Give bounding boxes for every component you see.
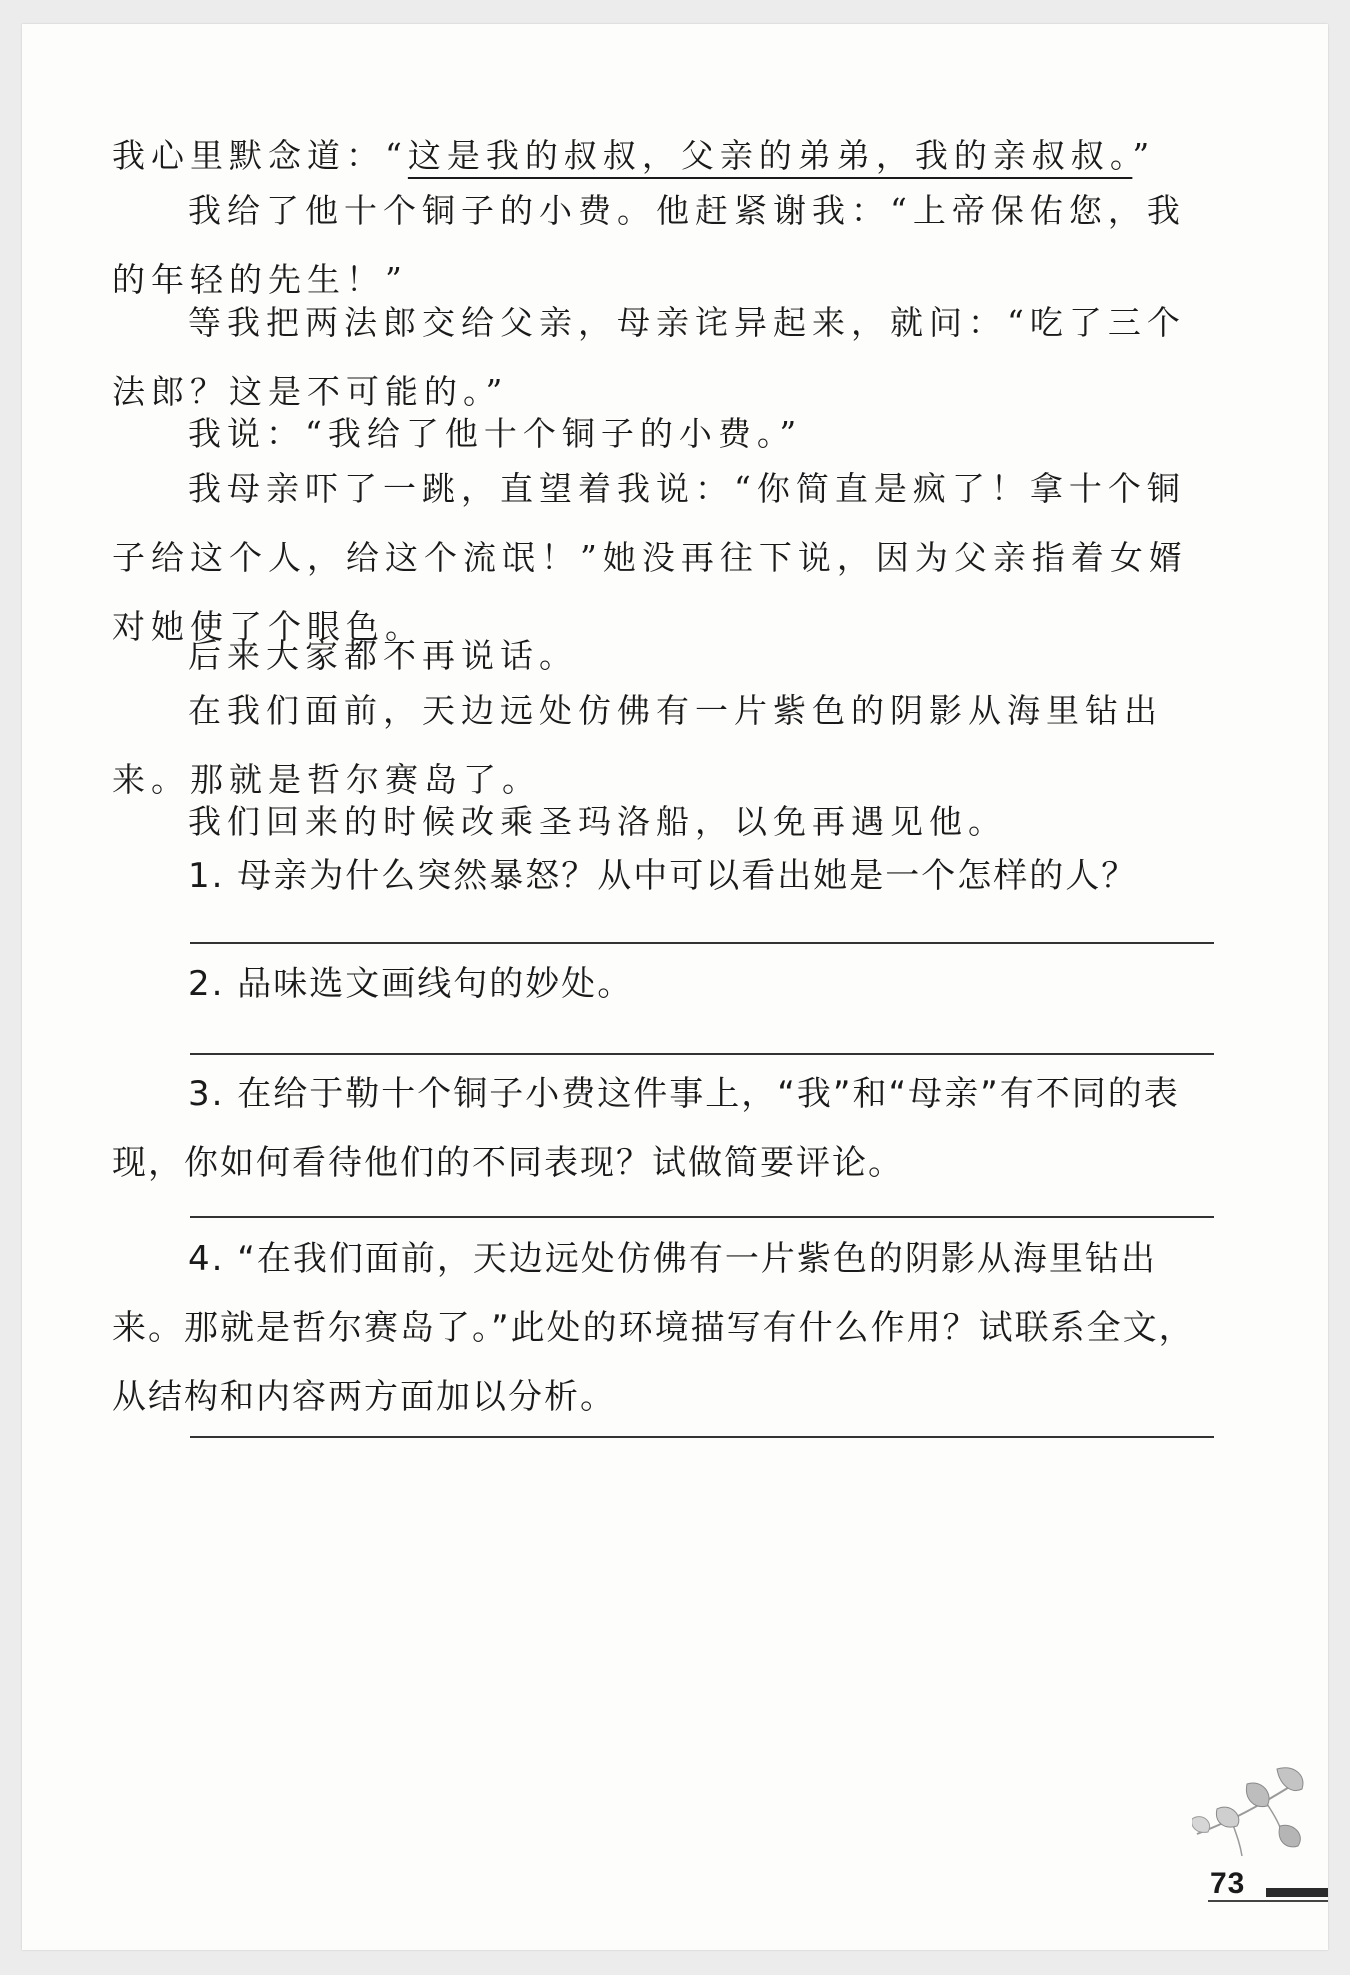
paragraph-1-tail: ” [1132,136,1156,175]
passage-paragraph-5: 我母亲吓了一跳，直望着我说：“你简直是疯了！拿十个铜子给这个人，给这个流氓！”她没再往下说，因为父亲指着女婿对她使了个眼色。 [112,469,1188,646]
page-number-rule [1208,1900,1328,1902]
question-3: 3. 在给于勒十个铜子小费这件事上，“我”和“母亲”有不同的表现，你如何看待他们的不同表现？试做简要评论。 [112,1074,1180,1183]
passage-paragraph-4: 我说：“我给了他十个铜子的小费。” [188,414,803,453]
paragraph-1-lead: 我心里默念道：“ [112,136,408,175]
workbook-page [22,24,1328,1950]
page-number: 73 [1210,1867,1246,1900]
passage-paragraph-7: 在我们面前，天边远处仿佛有一片紫色的阴影从海里钻出来。那就是哲尔赛岛了。 [112,691,1163,799]
page-number-bar [1266,1888,1328,1897]
question-2: 2. 品味选文画线句的妙处。 [188,964,634,1004]
question-1: 1. 母亲为什么突然暴怒？从中可以看出她是一个怎样的人？ [188,856,1138,896]
passage-paragraph-6: 后来大家都不再说话。 [188,636,578,675]
passage-paragraph-2: 我给了他十个铜子的小费。他赶紧谢我：“上帝保佑您，我的年轻的先生！” [112,191,1186,299]
answer-line-2[interactable] [190,1053,1214,1055]
passage-paragraph-8: 我们回来的时候改乘圣玛洛船，以免再遇见他。 [188,802,1007,841]
answer-line-3[interactable] [190,1216,1214,1218]
answer-line-1[interactable] [190,942,1214,944]
leaf-branch-icon [1192,1764,1312,1859]
passage-paragraph-3: 等我把两法郎交给父亲，母亲诧异起来，就问：“吃了三个法郎？这是不可能的。” [112,303,1186,411]
answer-line-4[interactable] [190,1436,1214,1438]
question-4: 4. “在我们面前，天边远处仿佛有一片紫色的阴影从海里钻出来。那就是哲尔赛岛了。”此处的环境描写有什么作用？试联系全文，从结构和内容两方面加以分析。 [112,1239,1195,1417]
underlined-sentence: 这是我的叔叔，父亲的弟弟，我的亲叔叔。 [407,136,1133,175]
